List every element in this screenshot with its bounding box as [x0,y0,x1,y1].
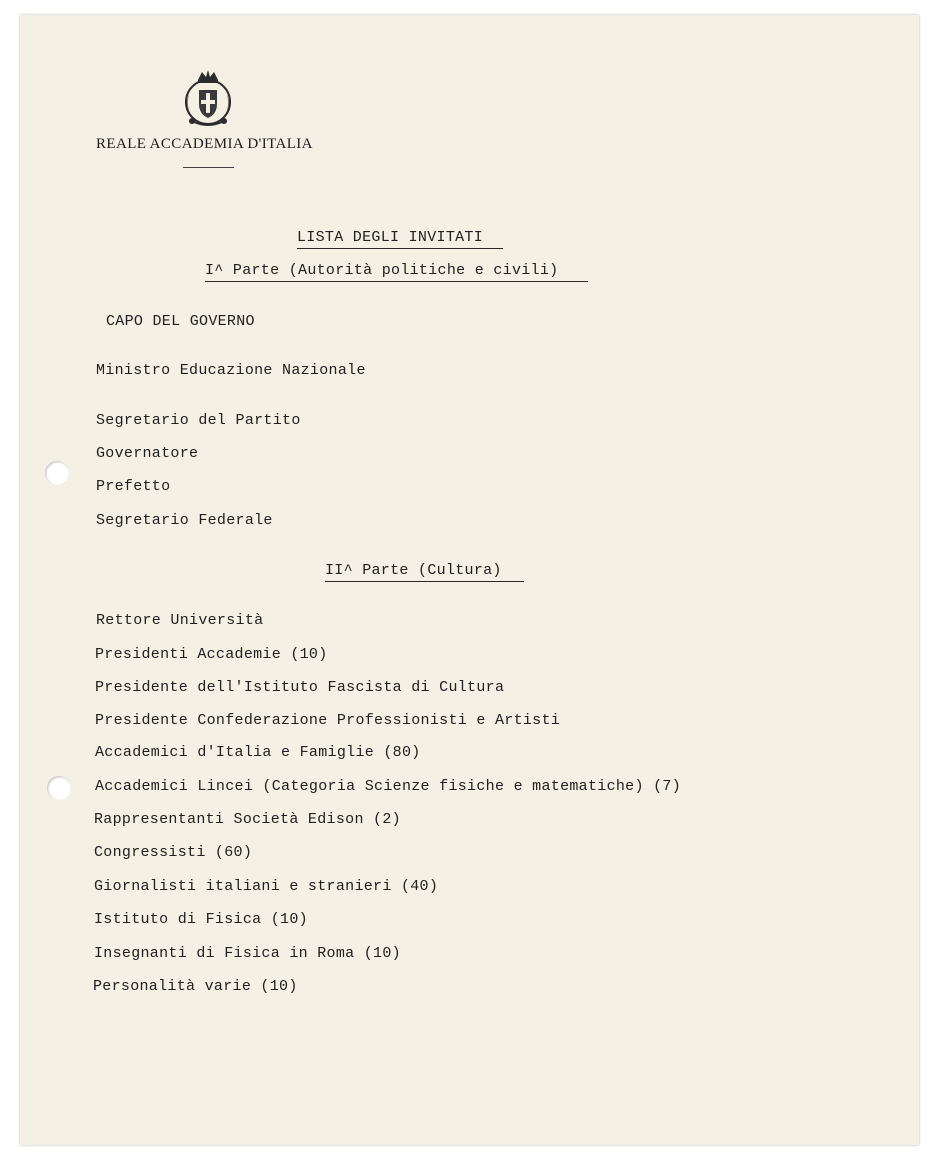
list-item: Presidente dell'Istituto Fascista di Cultura [95,679,505,696]
part1-heading: I^ Parte (Autorità politiche e civili) [205,262,588,282]
list-item: Insegnanti di Fisica in Roma (10) [94,945,401,962]
list-item: Congressisti (60) [94,844,253,861]
list-item: Personalità varie (10) [93,978,298,995]
list-item: Accademici Lincei (Categoria Scienze fisiche e matematiche) (7) [95,778,681,795]
list-item: Presidente Confederazione Professionisti e Artisti [95,712,561,729]
list-item: Rettore Università [96,612,264,629]
document-title: LISTA DEGLI INVITATI [297,229,503,249]
list-item: Giornalisti italiani e stranieri (40) [94,878,439,895]
list-item: Governatore [96,445,199,462]
letterhead-institution: REALE ACCADEMIA D'ITALIA [96,136,313,152]
list-item: Segretario Federale [96,512,273,529]
list-item: Accademici d'Italia e Famiglie (80) [95,744,421,761]
list-item: Rappresentanti Società Edison (2) [94,811,401,828]
list-item: Segretario del Partito [96,412,301,429]
part2-heading: II^ Parte (Cultura) [325,562,524,582]
list-item: Istituto di Fisica (10) [94,911,308,928]
list-item: Presidenti Accademie (10) [95,646,328,663]
list-item: Prefetto [96,478,171,495]
list-item: CAPO DEL GOVERNO [106,313,255,330]
list-item: Ministro Educazione Nazionale [96,362,366,379]
